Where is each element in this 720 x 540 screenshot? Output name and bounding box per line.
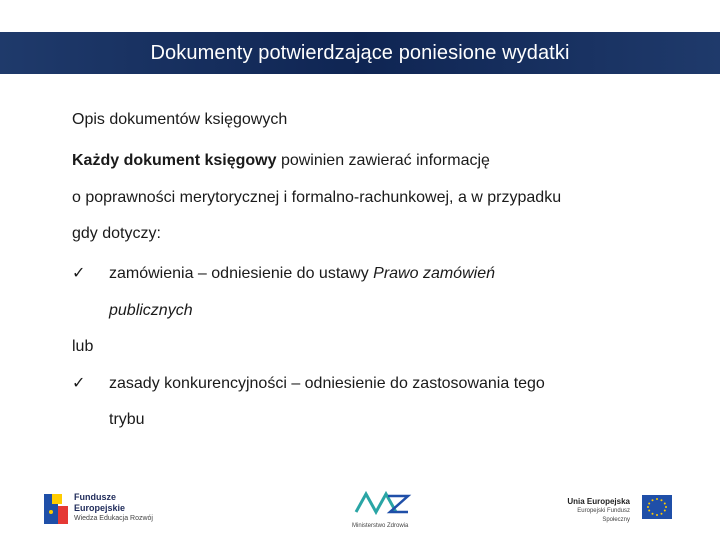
- body-line-2: o poprawności merytorycznej i formalno-rachunkowej, a w przypadku: [72, 189, 562, 206]
- bullet-2: [72, 375, 85, 393]
- slide-title-bar: [0, 32, 720, 74]
- check-icon: ✓: [72, 375, 86, 392]
- bullet-2-line-1: zasady konkurencyjności – odniesienie do zastosowania tego: [109, 375, 545, 392]
- slide-title: Dokumenty potwierdzające poniesione wydatki: [150, 41, 570, 64]
- fe-line-3: Wiedza Edukacja Rozwój: [74, 515, 153, 522]
- bullet-1-italic: Prawo zamówień: [373, 265, 495, 282]
- ministerstwo-zdrowia-logo: [352, 490, 412, 529]
- section-heading: Opis dokumentów księgowych: [72, 111, 288, 128]
- footer-logos: [0, 478, 720, 540]
- ue-line-1: Unia Europejska: [567, 497, 630, 506]
- mz-logo-icon: [352, 490, 412, 516]
- bullet-2-line-2: trybu: [109, 411, 145, 428]
- bullet-1-text: zamówienia – odniesienie do ustawy: [109, 265, 374, 282]
- intro-line: [72, 152, 490, 170]
- intro-rest: powinien zawierać informację: [276, 152, 490, 169]
- bullet-1-line-1: [109, 265, 495, 283]
- separator-text: lub: [72, 338, 94, 355]
- body-line-3: gdy dotyczy:: [72, 225, 161, 242]
- bullet-1: [72, 265, 85, 283]
- eu-flag-icon: [642, 495, 672, 519]
- bullet-1-line-2: publicznych: [109, 302, 193, 319]
- check-icon: ✓: [72, 265, 86, 282]
- ue-line-2: Europejski Fundusz Społeczny: [577, 508, 630, 523]
- fe-line-2: Europejskie: [74, 503, 126, 513]
- intro-bold: Każdy dokument księgowy: [72, 152, 277, 169]
- mz-caption: Ministerstwo Zdrowia: [352, 523, 409, 529]
- fe-emblem-icon: [42, 490, 70, 526]
- fe-line-1: Fundusze: [74, 492, 116, 502]
